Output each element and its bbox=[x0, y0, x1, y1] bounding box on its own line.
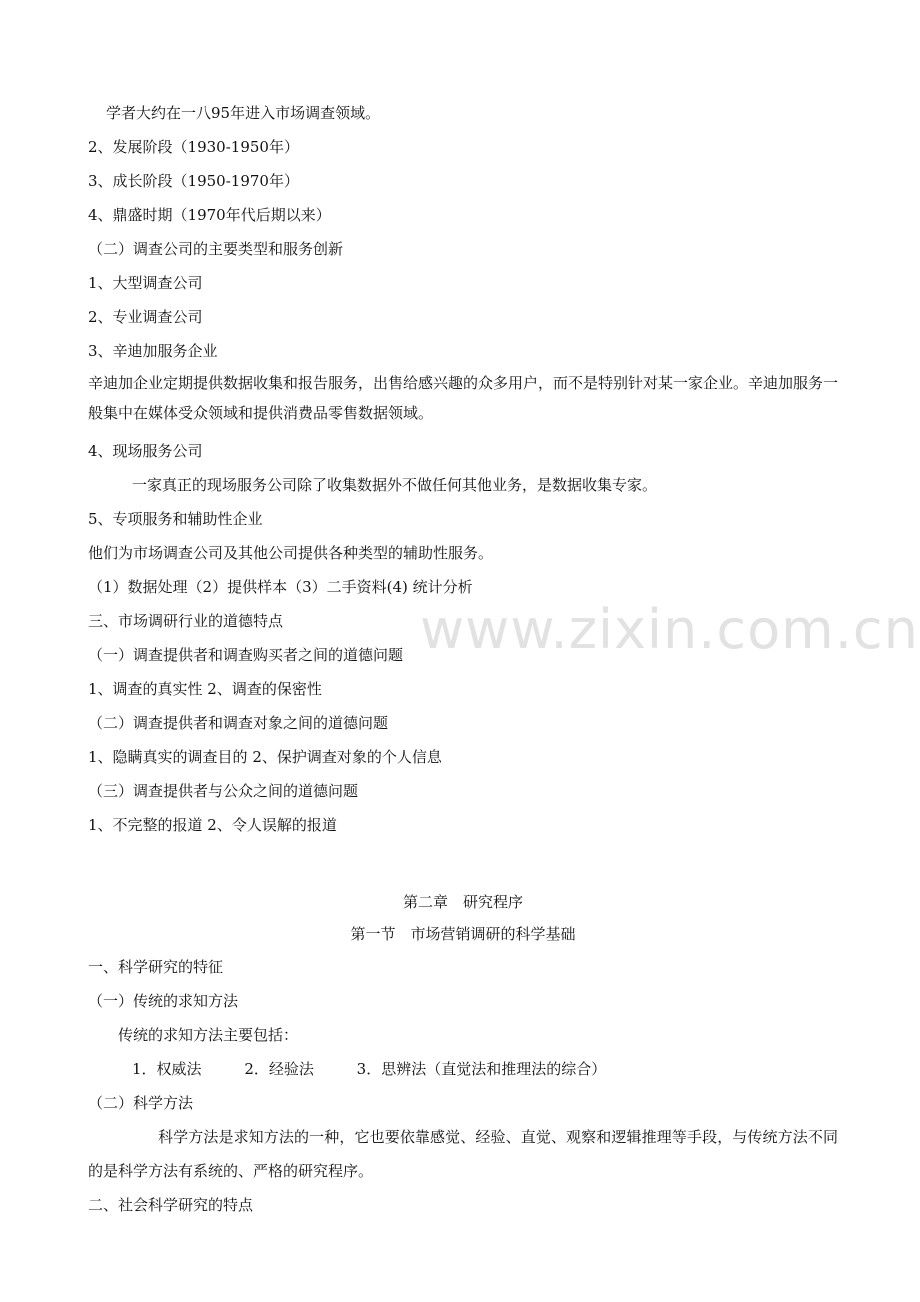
text-line: 3、成长阶段（1950-1970年） bbox=[88, 172, 299, 190]
text-line: 1、大型调查公司 bbox=[88, 274, 203, 292]
text-line: 学者大约在一八95年进入市场调查领域。 bbox=[106, 104, 381, 122]
subsection-heading: （二）调查提供者和调查对象之间的道德问题 bbox=[88, 714, 389, 732]
section-heading: 一、科学研究的特征 bbox=[88, 958, 224, 976]
text-line: 1、调查的真实性 2、调查的保密性 bbox=[88, 680, 322, 698]
text-line: （1）数据处理（2）提供样本（3）二手资料(4) 统计分析 bbox=[88, 578, 473, 596]
subsection-heading: （三）调查提供者与公众之间的道德问题 bbox=[88, 782, 359, 800]
method-item: 1．权威法 bbox=[132, 1060, 202, 1078]
subsection-heading: （一）传统的求知方法 bbox=[88, 992, 239, 1010]
method-item: 2．经验法 bbox=[244, 1060, 314, 1078]
text-line: 传统的求知方法主要包括： bbox=[118, 1026, 299, 1044]
section-heading: 二、社会科学研究的特点 bbox=[88, 1196, 254, 1214]
text-line: 一家真正的现场服务公司除了收集数据外不做任何其他业务，是数据收集专家。 bbox=[132, 476, 658, 494]
subsection-heading: （二）科学方法 bbox=[88, 1094, 194, 1112]
method-list bbox=[88, 1052, 838, 1086]
text-line: 1、不完整的报道 2、令人误解的报道 bbox=[88, 816, 337, 834]
text-line: 3、辛迪加服务企业 bbox=[88, 342, 218, 360]
section-title: 第一节 市场营销调研的科学基础 bbox=[350, 925, 576, 943]
method-item: 3．思辨法（直觉法和推理法的综合） bbox=[356, 1060, 607, 1078]
subsection-heading: （二）调查公司的主要类型和服务创新 bbox=[88, 240, 344, 258]
text-line: 他们为市场调查公司及其他公司提供各种类型的辅助性服务。 bbox=[88, 544, 494, 562]
paragraph: 辛迪加企业定期提供数据收集和报告服务，出售给感兴趣的众多用户，而不是特别针对某一家企业。辛迪加服务一般集中在媒体受众领域和提供消费品零售数据领域。 bbox=[88, 374, 839, 422]
text-line: 4、鼎盛时期（1970年代后期以来） bbox=[88, 206, 331, 224]
watermark: www.zixin.com.cn bbox=[420, 598, 919, 661]
chapter-title: 第二章 研究程序 bbox=[402, 893, 523, 911]
section-heading: 三、市场调研行业的道德特点 bbox=[88, 612, 284, 630]
text-line: 2、发展阶段（1930-1950年） bbox=[88, 138, 299, 156]
text-line: 5、专项服务和辅助性企业 bbox=[88, 510, 263, 528]
document-page bbox=[88, 96, 838, 1222]
text-line: 2、专业调查公司 bbox=[88, 308, 203, 326]
text-line: 1、隐瞒真实的调查目的 2、保护调查对象的个人信息 bbox=[88, 748, 442, 766]
text-line: 4、现场服务公司 bbox=[88, 442, 203, 460]
paragraph: 科学方法是求知方法的一种，它也要依靠感觉、经验、直觉、观察和逻辑推理等手段，与传统方法不同的是科学方法有系统的、严格的研究程序。 bbox=[88, 1128, 838, 1180]
subsection-heading: （一）调查提供者和调查购买者之间的道德问题 bbox=[88, 646, 404, 664]
